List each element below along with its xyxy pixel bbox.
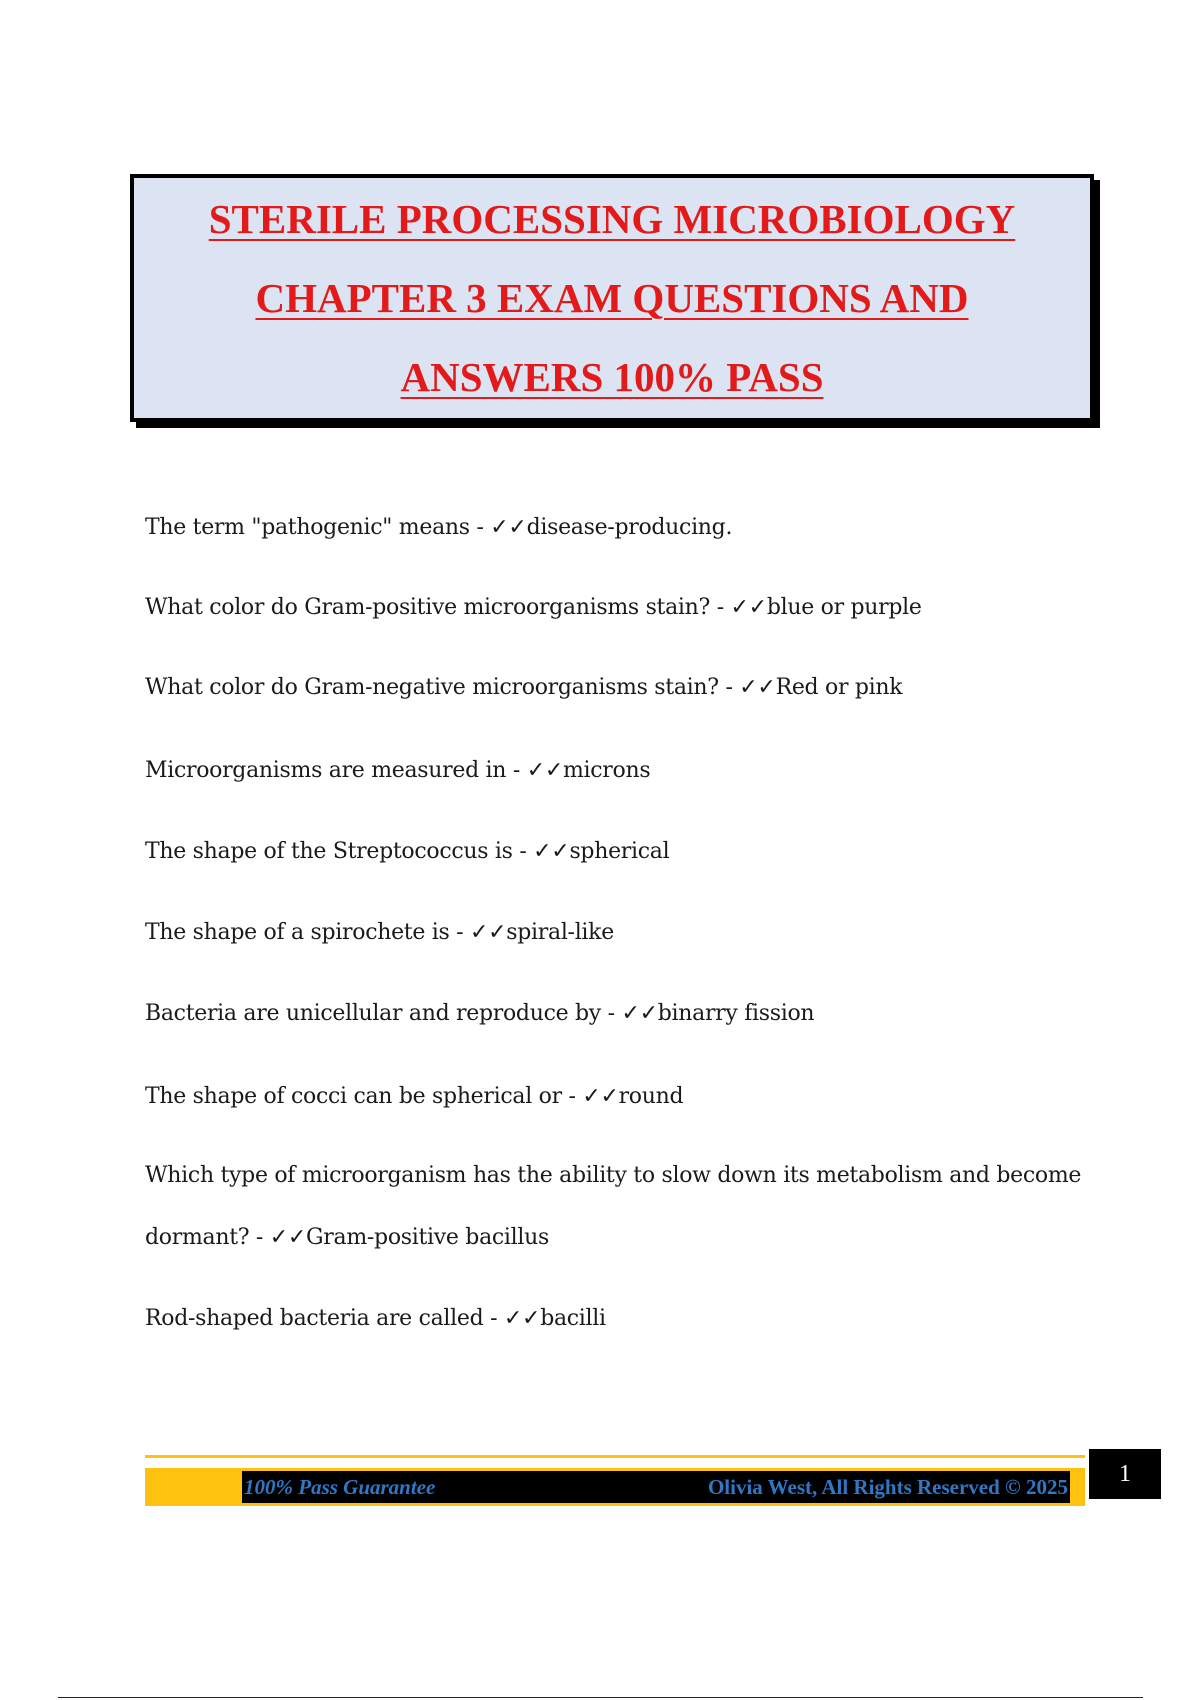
answer-text: spiral-like (506, 920, 614, 945)
title-line-1: STERILE PROCESSING MICROBIOLOGY (208, 195, 1016, 242)
question-text: The term "pathogenic" means - (145, 515, 491, 540)
qa-item-4 (145, 740, 1095, 802)
answer-text: binarry fission (657, 1001, 815, 1026)
check-mark-icon: ✓✓ (269, 1225, 307, 1250)
qa-item-6 (145, 902, 1095, 964)
bottom-rule (58, 1697, 1143, 1698)
qa-item-1 (145, 497, 1095, 559)
check-mark-icon: ✓✓ (739, 675, 776, 700)
question-text: What color do Gram-negative microorganisms stain? - (145, 675, 740, 700)
check-mark-icon: ✓✓ (470, 920, 507, 945)
check-mark-icon: ✓✓ (730, 595, 767, 620)
title-line-3: ANSWERS 100% PASS (400, 353, 824, 400)
qa-item-5 (145, 821, 1095, 883)
footer-guarantee-text: 100% Pass Guarantee (244, 1474, 436, 1499)
page-number: 1 (1089, 1449, 1161, 1499)
answer-text: bacilli (540, 1306, 606, 1331)
footer-rule (145, 1455, 1085, 1458)
answer-text: spherical (569, 839, 670, 864)
check-mark-icon: ✓✓ (503, 1306, 541, 1331)
question-text: The shape of a spirochete is - (145, 920, 470, 945)
question-text: Rod-shaped bacteria are called - (145, 1306, 504, 1331)
footer-copyright-text: Olivia West, All Rights Reserved © 2025 (707, 1474, 1068, 1499)
answer-text: Red or pink (775, 675, 903, 700)
title-line-2: CHAPTER 3 EXAM QUESTIONS AND (255, 274, 969, 321)
question-text: Which type of microorganism has the ability to slow down its metabolism and become dormant? - (145, 1163, 1082, 1250)
qa-item-9 (145, 1145, 1095, 1269)
answer-text: blue or purple (766, 595, 922, 620)
qa-item-7 (145, 983, 1095, 1045)
qa-item-3 (145, 657, 1095, 719)
question-text: Microorganisms are measured in - (145, 758, 527, 783)
footer-inner (242, 1471, 1070, 1503)
check-mark-icon: ✓✓ (490, 515, 527, 540)
qa-item-10 (145, 1288, 1095, 1350)
answer-text: disease-producing. (526, 515, 733, 540)
qa-item-2 (145, 577, 1095, 639)
question-text: Bacteria are unicellular and reproduce by - (145, 1001, 622, 1026)
question-text: What color do Gram-positive microorganisms stain? - (145, 595, 731, 620)
check-mark-icon: ✓✓ (533, 839, 570, 864)
check-mark-icon: ✓✓ (526, 758, 563, 783)
check-mark-icon: ✓✓ (582, 1084, 619, 1109)
footer-bar (145, 1468, 1085, 1506)
question-text: The shape of the Streptococcus is - (145, 839, 534, 864)
answer-text: Gram-positive bacillus (306, 1225, 549, 1250)
answer-text: round (618, 1084, 684, 1109)
answer-text: microns (562, 758, 651, 783)
question-text: The shape of cocci can be spherical or - (145, 1084, 583, 1109)
title-box (130, 174, 1094, 422)
check-mark-icon: ✓✓ (621, 1001, 658, 1026)
qa-item-8 (145, 1066, 1095, 1128)
